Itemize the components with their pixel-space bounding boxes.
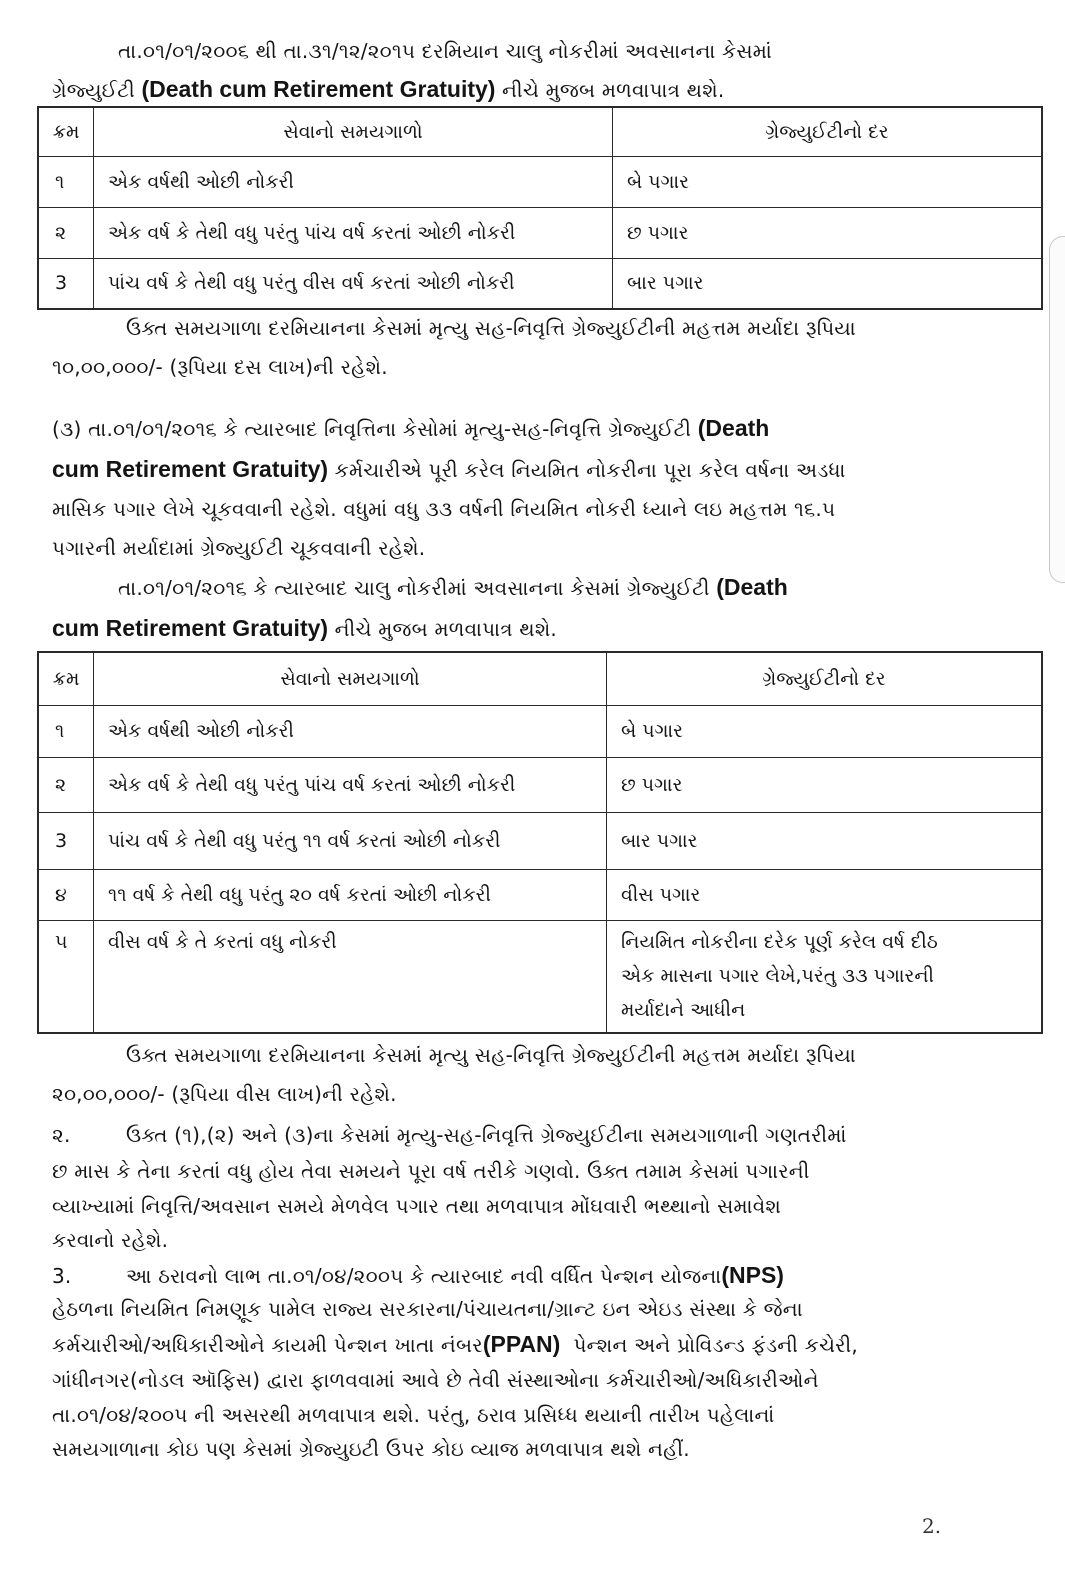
para3-line1-text: આ ઠરાવનો લાભ તા.૦૧/૦૪/૨૦૦૫ કે ત્યારબાદ નવી વર્ધિત પેન્શન યોજના	[126, 1264, 722, 1288]
section3-line4: પગારની મર્યાદામાં ગ્રેજ્યુઈટી ચૂકવવાની રહેશે.	[52, 536, 426, 560]
para3-line4: ગાંધીનગર(નોડલ ઑફિસ) દ્વારા ફાળવવામાં આવે છે તેવી સંસ્થાઓના કર્મચારીઓ/અધિકારીઓને	[52, 1368, 819, 1392]
section3-intro2-english: cum Retirement Gratuity)	[52, 615, 329, 641]
section3-line3: માસિક પગાર લેખે ચૂકવવાની રહેશે. વધુમાં વધુ ૩૩ વર્ષની નિયમિત નોકરી ધ્યાને લઇ મહત્તમ ૧૬.૫	[52, 497, 836, 521]
section3-limit-line1: ઉક્ત સમયગાળા દરમિયાનના કેસમાં મૃત્યુ સહ-નિવૃત્તિ ગ્રેજ્યુઈટીની મહત્તમ મર્યાદા રૂપિયા	[126, 1043, 856, 1067]
section3-line2-text: કર્મચારીએ પૂરી કરેલ નિયમિત નોકરીના પૂરા કરેલ વર્ષના અડધા	[334, 458, 846, 482]
section3-line1-english: (Death	[697, 415, 770, 441]
section3-line2	[52, 455, 846, 484]
para3-ppan: (PPAN)	[482, 1331, 561, 1357]
para3-line3-tail: પેન્શન અને પ્રોવિડન્ડ ફંડની કચેરી,	[573, 1333, 858, 1357]
row-rate: છ પગાર	[607, 757, 1043, 812]
page-number: 2.	[922, 1514, 942, 1538]
row-period: એક વર્ષ કે તેથી વધુ પરંતુ પાંચ વર્ષ કરતાં ઓછી નોકરી	[94, 757, 607, 812]
para3-nps: (NPS)	[721, 1262, 784, 1288]
row-rate: બે પગાર	[607, 705, 1043, 757]
table-row	[38, 207, 1042, 258]
section3-intro-text: તા.૦૧/૦૧/૨૦૧૬ કે ત્યારબાદ ચાલુ નોકરીમાં અવસાનના કેસમાં ગ્રેજ્યુઈટી	[118, 576, 710, 600]
row-serial: 3	[38, 812, 94, 869]
row-serial: ૨	[38, 207, 94, 258]
gratuity-word: ગ્રેજ્યુઈટી	[52, 78, 135, 102]
rate-line: નિયમિત નોકરીના દરેક પૂર્ણ કરેલ વર્ષ દીઠ	[621, 930, 938, 953]
table-header-row	[38, 652, 1042, 705]
header-service-period: સેવાનો સમયગાળો	[94, 107, 613, 156]
table-row	[38, 869, 1042, 920]
rate-line: એક માસના પગાર લેખે,પરંતુ ૩૩ પગારની	[621, 964, 934, 987]
para3-line3-text: કર્મચારીઓ/અધિકારીઓને કાયમી પેન્શન ખાતા નંબર	[52, 1333, 483, 1357]
para2-line1-text: ઉક્ત (૧),(૨) અને (૩)ના કેસમાં મૃત્યુ-સહ-નિવૃત્તિ ગ્રેજ્યુઈટીના સમયગાળાની ગણતરીમાં	[126, 1123, 847, 1147]
section3-intro2-text: નીચે મુજબ મળવાપાત્ર થશે.	[334, 617, 557, 641]
para3-line3	[52, 1330, 858, 1359]
section3-line1-text: (૩) તા.૦૧/૦૧/૨૦૧૬ કે ત્યારબાદ નિવૃત્તિના કેસોમાં મૃત્યુ-સહ-નિવૃત્તિ ગ્રેજ્યુઈટી	[52, 417, 692, 441]
para3-line6: સમયગાળાના કોઇ પણ કેસમાં ગ્રેજ્યુઇટી ઉપર કોઇ વ્યાજ મળવાપાત્ર થશે નહીં.	[52, 1437, 690, 1461]
row-serial: ૪	[38, 869, 94, 920]
para2-line4: કરવાનો રહેશે.	[52, 1228, 169, 1252]
row-serial: ૧	[38, 705, 94, 757]
rate-line: મર્યાદાને આધીન	[621, 998, 746, 1021]
section1-intro-line1: તા.૦૧/૦૧/૨૦૦૬ થી તા.૩૧/૧૨/૨૦૧૫ દરમિયાન ચાલુ નોકરીમાં અવસાનના કેસમાં	[118, 39, 772, 63]
row-rate: બે પગાર	[613, 156, 1043, 207]
row-serial: 3	[38, 258, 94, 309]
para3-line1	[52, 1261, 784, 1290]
row-period: પાંચ વર્ષ કે તેથી વધુ પરંતુ ૧૧ વર્ષ કરતાં ઓછી નોકરી	[94, 812, 607, 869]
para2-line2: છ માસ કે તેના કરતાં વધુ હોય તેવા સમયને પૂરા વર્ષ તરીકે ગણવો. ઉક્ત તમામ કેસમાં પગારની	[52, 1159, 810, 1183]
para2-number: ૨.	[52, 1123, 71, 1147]
header-serial: ક્રમ	[38, 107, 94, 156]
gratuity-table-2006-2015	[37, 106, 1043, 310]
row-period: વીસ વર્ષ કે તે કરતાં વધુ નોકરી	[94, 920, 607, 1033]
row-period: પાંચ વર્ષ કે તેથી વધુ પરંતુ વીસ વર્ષ કરતાં ઓછી નોકરી	[94, 258, 613, 309]
row-period: એક વર્ષ કે તેથી વધુ પરંતુ પાંચ વર્ષ કરતાં ઓછી નોકરી	[94, 207, 613, 258]
section3-intro-line1	[118, 573, 788, 602]
row-rate	[607, 920, 1043, 1033]
section1-intro-line2	[52, 75, 724, 104]
gratuity-english-term: (Death cum Retirement Gratuity)	[141, 76, 496, 102]
row-period: એક વર્ષથી ઓછી નોકરી	[94, 705, 607, 757]
row-serial: ૧	[38, 156, 94, 207]
row-serial: ૫	[38, 920, 94, 1033]
section3-intro-line2	[52, 614, 557, 643]
section3-limit-line2: ૨૦,૦૦,૦૦૦/- (રૂપિયા વીસ લાખ)ની રહેશે.	[52, 1082, 397, 1106]
row-rate: વીસ પગાર	[607, 869, 1043, 920]
gratuity-table-2016	[37, 651, 1043, 1034]
table-row	[38, 258, 1042, 309]
header-gratuity-rate: ગ્રેજ્યુઈટીનો દર	[607, 652, 1043, 705]
row-rate: બાર પગાર	[613, 258, 1043, 309]
row-rate: બાર પગાર	[607, 812, 1043, 869]
table-row	[38, 757, 1042, 812]
table-header-row	[38, 107, 1042, 156]
table-row	[38, 920, 1042, 1033]
header-serial: ક્રમ	[38, 652, 94, 705]
para3-line2: હેઠળના નિયમિત નિમણૂક પામેલ રાજ્ય સરકારના/પંચાયતના/ગ્રાન્ટ ઇન એઇડ સંસ્થા કે જેના	[52, 1297, 803, 1321]
row-rate: છ પગાર	[613, 207, 1043, 258]
section1-limit-line2: ૧૦,૦૦,૦૦૦/- (રૂપિયા દસ લાખ)ની રહેશે.	[52, 355, 388, 379]
section1-limit-line1: ઉક્ત સમયગાળા દરમિયાનના કેસમાં મૃત્યુ સહ-નિવૃત્તિ ગ્રેજ્યુઈટીની મહત્તમ મર્યાદા રૂપિયા	[126, 316, 856, 340]
para2-line3: વ્યાખ્યામાં નિવૃત્તિ/અવસાન સમયે મેળવેલ પગાર તથા મળવાપાત્ર મોંઘવારી ભથ્થાનો સમાવેશ	[52, 1194, 782, 1218]
section3-intro-english: (Death	[716, 574, 788, 600]
header-service-period: સેવાનો સમયગાળો	[94, 652, 607, 705]
para3-number: 3.	[52, 1264, 72, 1288]
table-row	[38, 812, 1042, 869]
row-period: ૧૧ વર્ષ કે તેથી વધુ પરંતુ ૨૦ વર્ષ કરતાં ઓછી નોકરી	[94, 869, 607, 920]
row-serial: ૨	[38, 757, 94, 812]
para2-line1	[52, 1121, 847, 1149]
para3-line5: તા.૦૧/૦૪/૨૦૦૫ ની અસરથી મળવાપાત્ર થશે. પરંતુ, ઠરાવ પ્રસિધ્ધ થયાની તારીખ પહેલાનાં	[52, 1403, 775, 1427]
table-row	[38, 705, 1042, 757]
section3-line1	[52, 414, 769, 443]
intro-tail: નીચે મુજબ મળવાપાત્ર થશે.	[502, 78, 725, 102]
scrollbar-thumb[interactable]	[1049, 236, 1065, 583]
header-gratuity-rate: ગ્રેજ્યુઈટીનો દર	[613, 107, 1043, 156]
row-period: એક વર્ષથી ઓછી નોકરી	[94, 156, 613, 207]
table-row	[38, 156, 1042, 207]
section3-line2-english: cum Retirement Gratuity)	[52, 456, 329, 482]
